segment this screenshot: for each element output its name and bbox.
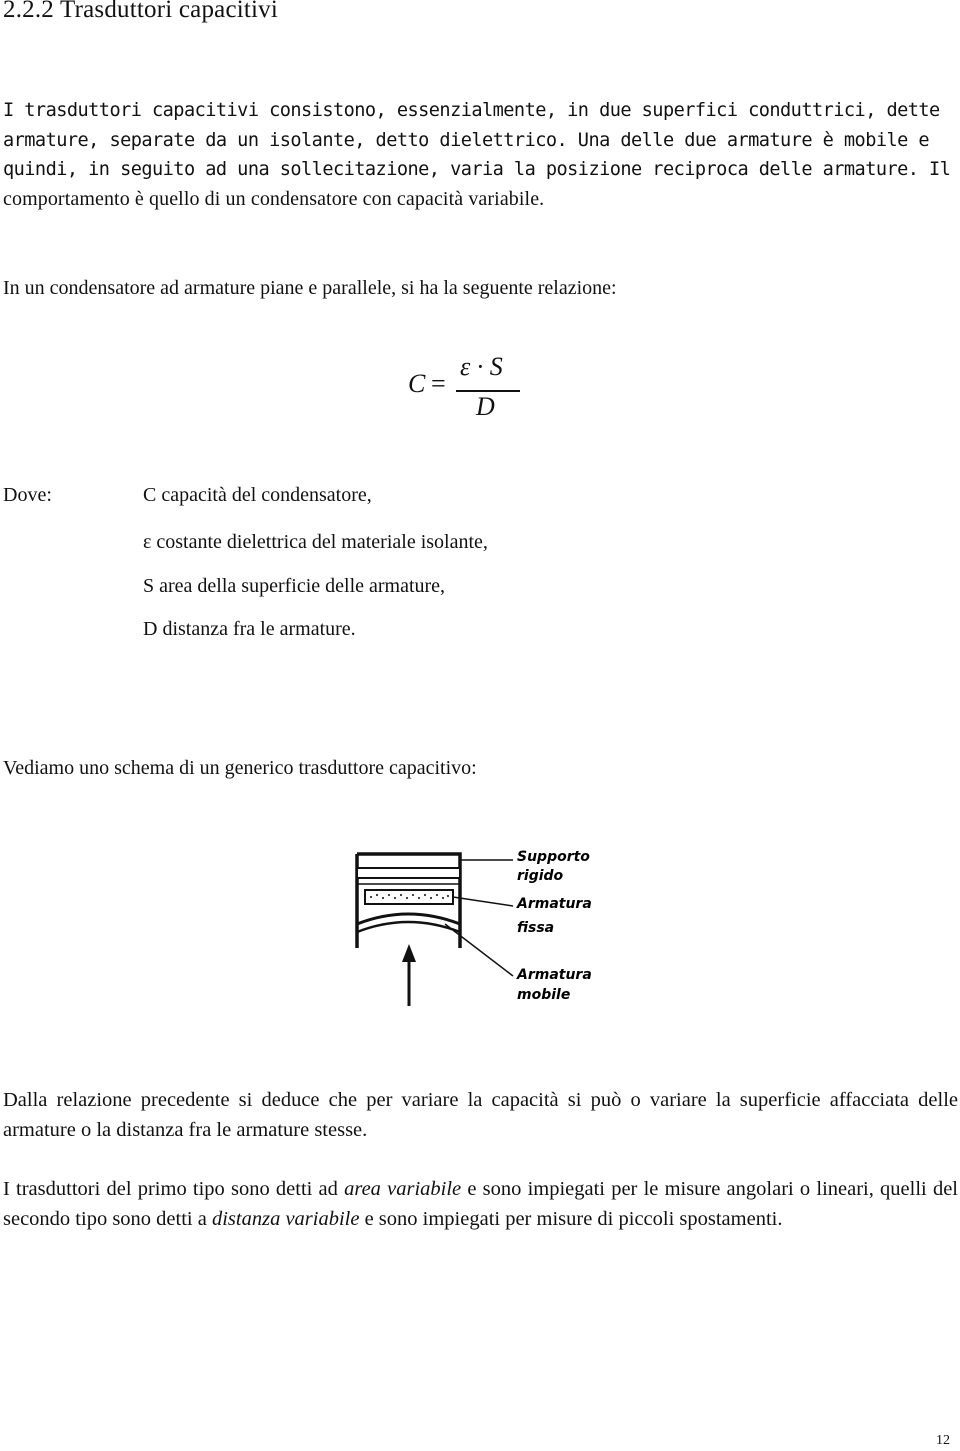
- label-armatura-mobile-1: Armatura: [517, 967, 592, 983]
- support-top-band: [357, 868, 460, 878]
- relation-intro: In un condensatore ad armature piane e parallele, si ha la seguente relazione:: [3, 277, 617, 299]
- capacitance-formula: [408, 352, 528, 432]
- label-armatura-fissa-2: fissa: [517, 920, 555, 936]
- page-number: 12: [936, 1433, 950, 1448]
- intro-line: armature, separate da un isolante, detto dielettrico. Una delle due armature è mobile e: [3, 129, 930, 151]
- formula-numerator: ε · S: [460, 352, 503, 381]
- intro-paragraph: [3, 96, 958, 214]
- label-supporto: Supporto: [517, 849, 590, 865]
- capacitive-transducer-diagram: [345, 840, 615, 1010]
- types-text-2: e sono impiegati per le misure angolari o lineari, quelli del secondo tipo sono detti a: [3, 1178, 958, 1230]
- types-text-1: I trasduttori del primo tipo sono detti ad: [3, 1178, 345, 1200]
- fixed-plate: [365, 890, 453, 904]
- definition-item: S area della superficie delle armature,: [143, 575, 446, 597]
- label-armatura-fissa-1: Armatura: [517, 896, 592, 912]
- formula-denominator: D: [476, 392, 495, 421]
- types-text-3: e sono impiegati per misure di piccoli spostamenti.: [359, 1207, 783, 1230]
- intro-line: quindi, in seguito ad una sollecitazione, varia la posizione reciproca delle armature. Il: [3, 159, 951, 180]
- definition-item: ε costante dielettrica del materiale isolante,: [143, 531, 488, 553]
- deduction-paragraph: Dalla relazione precedente si deduce che per variare la capacità si può o variare la superficie affacciata delle armature o la distanza fra le armature stesse.: [3, 1089, 958, 1141]
- label-armatura-mobile-2: mobile: [517, 987, 571, 1003]
- intro-line: comportamento è quello di un condensatore con capacità variabile.: [3, 187, 545, 210]
- dove-label: Dove:: [3, 484, 52, 506]
- area-variabile-term: area variabile: [344, 1178, 462, 1200]
- label-rigido: rigido: [517, 868, 564, 884]
- intro-line: I trasduttori capacitivi consistono, essenzialmente, in due superfici conduttrici, dette: [3, 100, 940, 121]
- types-paragraph: [3, 1175, 958, 1234]
- definition-item: D distanza fra le armature.: [143, 618, 356, 640]
- section-heading: 2.2.2 Trasduttori capacitivi: [3, 0, 279, 23]
- schema-intro: Vediamo uno schema di un generico trasduttore capacitivo:: [3, 757, 477, 779]
- formula-equals: =: [431, 369, 446, 398]
- definition-item: C capacità del condensatore,: [143, 484, 372, 506]
- arrow-head-icon: [402, 944, 416, 962]
- distanza-variabile-term: distanza variabile: [211, 1207, 360, 1230]
- formula-lhs: C: [408, 369, 426, 398]
